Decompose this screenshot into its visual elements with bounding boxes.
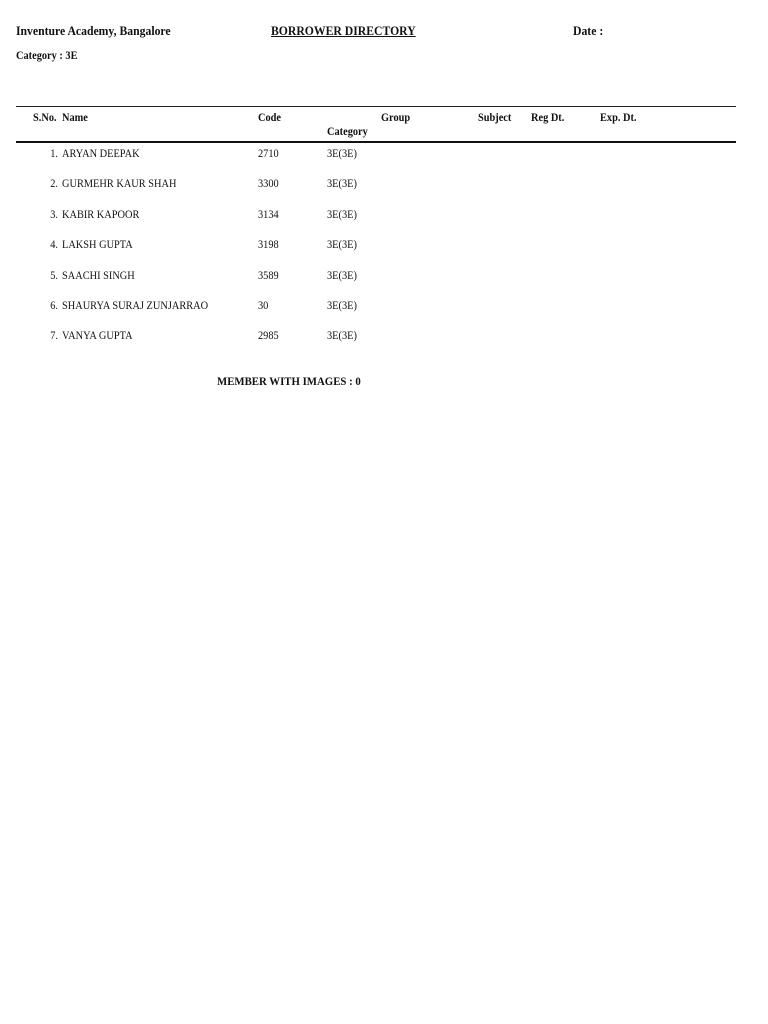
table-row [0, 209, 768, 239]
borrower-category: 3E(3E) [327, 269, 357, 282]
borrower-name: SAACHI SINGH [62, 269, 135, 282]
borrower-category: 3E(3E) [327, 330, 357, 343]
column-header-category: Category [327, 126, 368, 138]
row-serial-number: 7. [50, 330, 58, 343]
member-images-summary: MEMBER WITH IMAGES : 0 [217, 374, 361, 388]
column-header-name: Name [62, 112, 88, 124]
column-header-sno: S.No. [33, 112, 57, 124]
table-header-top-rule [16, 106, 736, 107]
table-row [0, 270, 768, 300]
date-label: Date : [573, 23, 604, 38]
borrower-category: 3E(3E) [327, 178, 357, 191]
borrower-code: 2710 [258, 148, 279, 160]
row-serial-number: 3. [50, 208, 58, 221]
borrower-code: 3300 [258, 178, 279, 191]
borrower-code: 3589 [258, 269, 279, 282]
table-row [0, 239, 768, 269]
borrower-category: 3E(3E) [327, 208, 357, 221]
school-name: Inventure Academy, Bangalore [16, 23, 171, 38]
borrower-category: 3E(3E) [327, 148, 357, 160]
category-filter-label: Category : 3E [16, 50, 78, 62]
row-serial-number: 6. [50, 299, 58, 312]
column-header-exp-date: Exp. Dt. [600, 112, 637, 124]
row-serial-number: 1. [50, 148, 58, 160]
column-header-code: Code [258, 112, 282, 124]
row-serial-number: 5. [50, 269, 58, 282]
row-serial-number: 4. [50, 239, 58, 252]
borrower-name: GURMEHR KAUR SHAH [62, 178, 177, 191]
column-header-group: Group [381, 112, 411, 124]
borrower-code: 2985 [258, 330, 279, 343]
column-header-reg-date: Reg Dt. [531, 112, 565, 124]
borrower-category: 3E(3E) [327, 299, 357, 312]
borrower-code: 3134 [258, 208, 279, 221]
borrower-name: SHAURYA SURAJ ZUNJARRAO [62, 299, 209, 312]
row-serial-number: 2. [50, 178, 58, 191]
borrower-name: KABIR KAPOOR [62, 208, 140, 221]
borrower-name: VANYA GUPTA [62, 330, 133, 343]
borrower-category: 3E(3E) [327, 239, 357, 252]
borrower-table-body [0, 148, 768, 361]
table-row [0, 178, 768, 208]
column-header-subject: Subject [478, 112, 512, 124]
table-row [0, 148, 768, 178]
borrower-code: 30 [258, 299, 269, 312]
borrower-name: ARYAN DEEPAK [62, 148, 140, 160]
table-row [0, 300, 768, 330]
table-header-bottom-rule [16, 141, 736, 143]
borrower-name: LAKSH GUPTA [62, 239, 133, 252]
table-row [0, 330, 768, 360]
borrower-code: 3198 [258, 239, 279, 252]
page-title: BORROWER DIRECTORY [271, 23, 416, 38]
